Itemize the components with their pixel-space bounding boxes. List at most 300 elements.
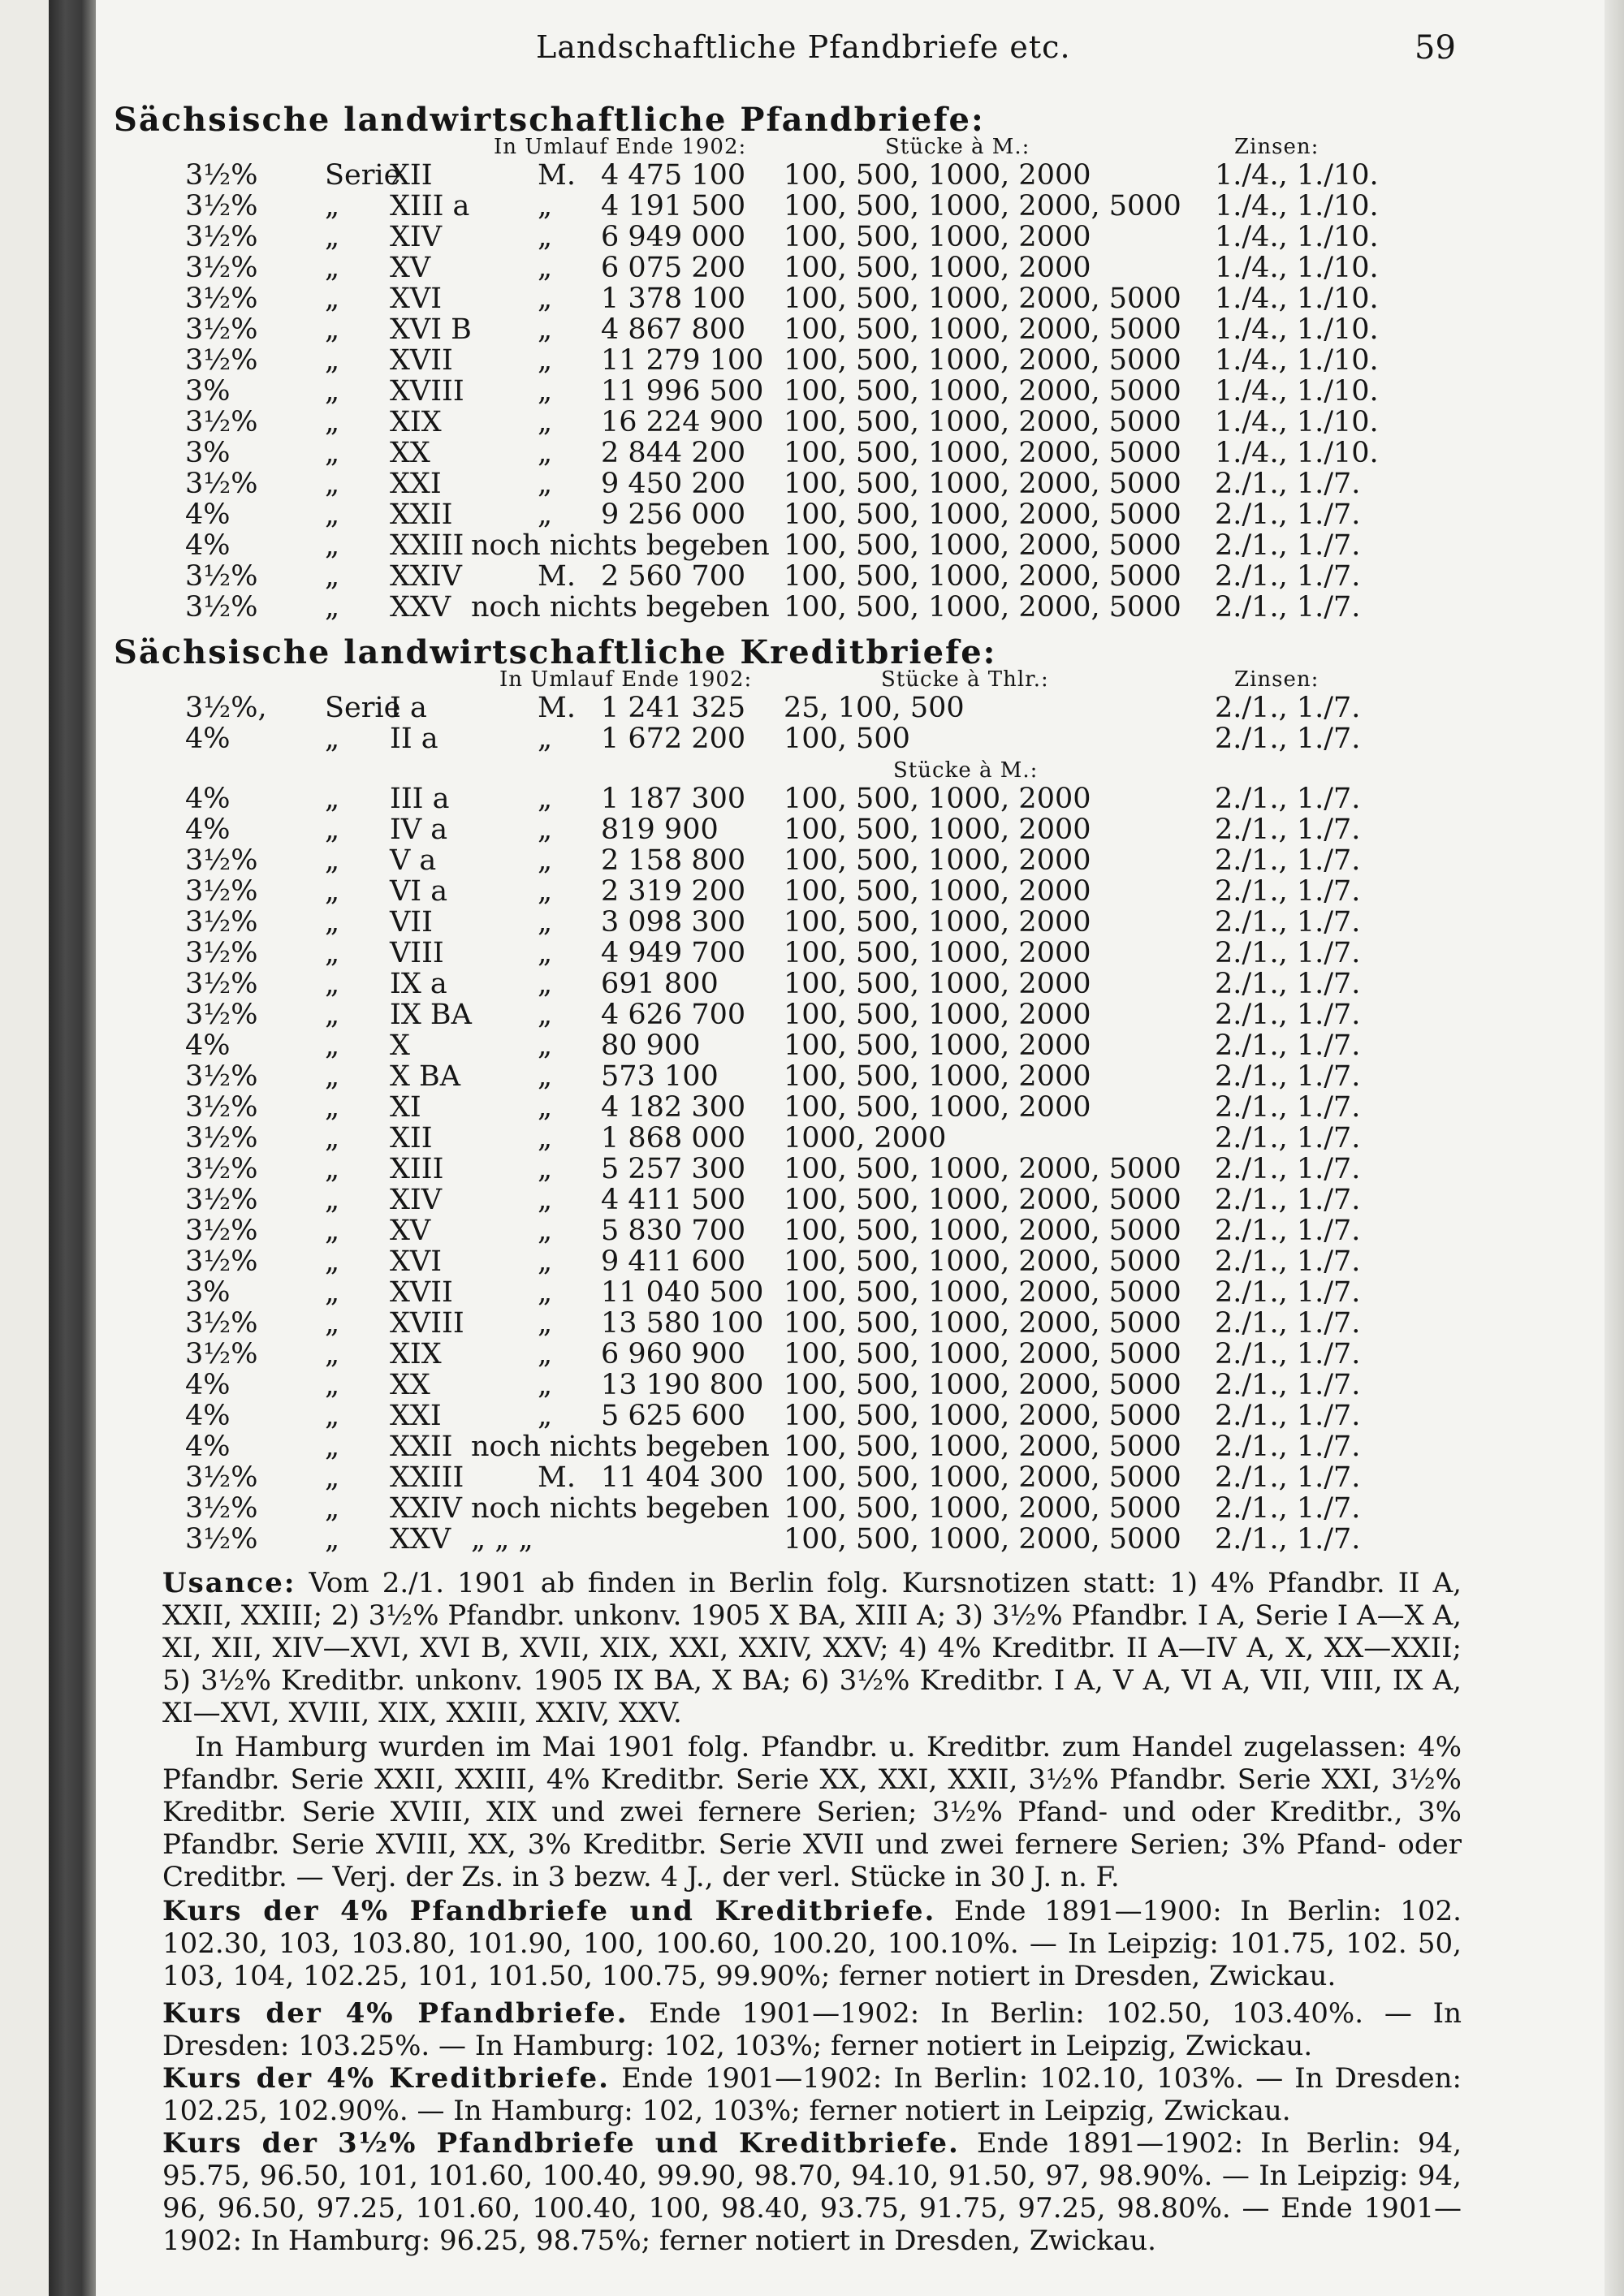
table-row: [0, 968, 1462, 999]
denominations-cell: 100, 500, 1000, 2000, 5000: [784, 1338, 1181, 1370]
kurs-label-3: Kurs der 4% Kreditbriefe.: [162, 2062, 610, 2095]
interest-cell: 2./1., 1./7.: [1215, 1431, 1361, 1463]
col-head-amount: In Umlauf Ende 1902:: [494, 135, 747, 159]
interest-cell: 2./1., 1./7.: [1215, 1461, 1361, 1494]
table-row: [0, 1338, 1462, 1369]
amount-cell: noch nichts begeben: [471, 1431, 770, 1463]
series-cell: VI a: [390, 875, 448, 908]
denominations-cell: 100, 500, 1000, 2000, 5000: [784, 468, 1181, 500]
series-cell: IX BA: [390, 999, 472, 1031]
series-cell: VII: [390, 906, 433, 939]
series-prefix-cell: „: [325, 529, 340, 562]
series-cell: VIII: [390, 937, 444, 969]
interest-cell: 2./1., 1./7.: [1215, 1338, 1361, 1370]
denominations-cell: 100, 500, 1000, 2000, 5000: [784, 1461, 1181, 1494]
amount-cell: 80 900: [601, 1029, 701, 1062]
interest-cell: 2./1., 1./7.: [1215, 1153, 1361, 1185]
series-cell: XXI: [390, 468, 442, 500]
series-prefix-cell: „: [325, 221, 340, 253]
rate-cell: 4%: [185, 529, 231, 562]
amount-cell: 11 279 100: [601, 344, 764, 377]
interest-cell: 2./1., 1./7.: [1215, 968, 1361, 1000]
series-cell: XV: [390, 1215, 431, 1247]
col-head-amount-kredit: In Umlauf Ende 1902:: [499, 667, 753, 692]
denominations-cell: 100, 500, 1000, 2000, 5000: [784, 344, 1181, 377]
amount-cell: 4 411 500: [601, 1184, 746, 1216]
rate-cell: 4%: [185, 814, 231, 846]
table-row: [0, 252, 1462, 283]
series-prefix-cell: „: [325, 437, 340, 469]
currency-cell: „: [538, 937, 553, 969]
currency-cell: M.: [538, 560, 576, 593]
series-cell: XXII: [390, 1431, 453, 1463]
denominations-cell: 25, 100, 500: [784, 692, 965, 724]
series-cell: XVII: [390, 344, 453, 377]
rate-cell: 3½%: [185, 1307, 258, 1340]
denominations-cell: 100, 500, 1000, 2000: [784, 844, 1091, 877]
page-number: 59: [1415, 29, 1456, 67]
rate-cell: 3½%: [185, 968, 258, 1000]
table-row: [0, 1307, 1462, 1338]
amount-cell: 4 626 700: [601, 999, 746, 1031]
series-prefix-cell: „: [325, 1245, 340, 1278]
currency-cell: „: [538, 1215, 553, 1247]
rate-cell: 3½%: [185, 159, 258, 192]
interest-cell: 2./1., 1./7.: [1215, 1215, 1361, 1247]
series-cell: XXIII: [390, 1461, 464, 1494]
denominations-cell: 100, 500, 1000, 2000, 5000: [784, 1276, 1181, 1309]
rate-cell: 4%: [185, 783, 231, 815]
interest-cell: 2./1., 1./7.: [1215, 844, 1361, 877]
rate-cell: 3½%: [185, 1060, 258, 1093]
table-row: [0, 1369, 1462, 1400]
currency-cell: M.: [538, 1461, 576, 1494]
series-cell: XIV: [390, 1184, 443, 1216]
table-row: [0, 591, 1462, 622]
denominations-cell: 100, 500, 1000, 2000: [784, 1091, 1091, 1124]
rate-cell: 3½%: [185, 313, 258, 346]
kurs-label-1: Kurs der 4% Pfandbriefe und Kreditbriefe.: [162, 1895, 936, 1927]
series-prefix-cell: „: [325, 283, 340, 315]
denominations-cell: 100, 500, 1000, 2000, 5000: [784, 1215, 1181, 1247]
amount-cell: noch nichts begeben: [471, 591, 770, 624]
table-row: [0, 498, 1462, 529]
rate-cell: 3½%: [185, 406, 258, 438]
amount-cell: 16 224 900: [601, 406, 764, 438]
amount-cell: 1 378 100: [601, 283, 746, 315]
series-prefix-cell: „: [325, 968, 340, 1000]
denominations-cell: 100, 500, 1000, 2000, 5000: [784, 406, 1181, 438]
series-cell: XV: [390, 252, 431, 284]
interest-cell: 1./4., 1./10.: [1215, 221, 1379, 253]
denominations-cell: 100, 500, 1000, 2000, 5000: [784, 591, 1181, 624]
table-row: [0, 437, 1462, 468]
table-row: [0, 406, 1462, 437]
rate-cell: 3½%: [185, 221, 258, 253]
denominations-cell: 100, 500, 1000, 2000, 5000: [784, 1245, 1181, 1278]
amount-cell: 5 625 600: [601, 1400, 746, 1432]
interest-cell: 2./1., 1./7.: [1215, 591, 1361, 624]
currency-cell: „: [538, 1338, 553, 1370]
kurs-text-1: Ende 1891—1900: In Berlin: 102. 102.30, 103, 103.80, 101.90, 100, 100.60, 100.20, 100.10%. — In Leipzig: 101.75, 102. 50, 103, 104, 102.25, 101, 101.50, 100.75, 99.90%; ferner notiert in Dresden, Zwickau.: [162, 1895, 1462, 1992]
amount-cell: 2 158 800: [601, 844, 746, 877]
denominations-cell: 100, 500, 1000, 2000: [784, 814, 1091, 846]
rate-cell: 3½%: [185, 906, 258, 939]
series-cell: V a: [390, 844, 437, 877]
series-cell: XII: [390, 159, 433, 192]
series-prefix-cell: „: [325, 1153, 340, 1185]
col-head-denoms-thlr: Stücke à Thlr.:: [881, 667, 1049, 692]
table-row: [0, 1091, 1462, 1122]
kurs-text-3: Ende 1901—1902: In Berlin: 102.10, 103%. — In Dresden: 102.25, 102.90%. — In Hamburg: 102, 103%; ferner notiert in Leipzig, Zwickau.: [162, 2062, 1462, 2127]
series-prefix-cell: „: [325, 591, 340, 624]
series-cell: X BA: [390, 1060, 461, 1093]
table-row: [0, 221, 1462, 252]
amount-cell: 573 100: [601, 1060, 719, 1093]
interest-cell: 2./1., 1./7.: [1215, 468, 1361, 500]
series-cell: XI: [390, 1091, 421, 1124]
interest-cell: 2./1., 1./7.: [1215, 875, 1361, 908]
denominations-cell: 100, 500, 1000, 2000, 5000: [784, 1492, 1181, 1525]
series-cell: XVI: [390, 283, 443, 315]
currency-cell: „: [538, 875, 553, 908]
series-prefix-cell: „: [325, 1400, 340, 1432]
amount-cell: 1 672 200: [601, 723, 746, 755]
denominations-cell: 100, 500, 1000, 2000, 5000: [784, 560, 1181, 593]
denominations-cell: 100, 500, 1000, 2000, 5000: [784, 190, 1181, 222]
table-row: [0, 1431, 1462, 1461]
denominations-cell: 100, 500, 1000, 2000: [784, 783, 1091, 815]
usance-paragraph: [162, 1567, 1462, 1729]
table-row: [0, 692, 1462, 723]
denominations-cell: 100, 500, 1000, 2000, 5000: [784, 1369, 1181, 1401]
interest-cell: 2./1., 1./7.: [1215, 1245, 1361, 1278]
table-row: [0, 375, 1462, 406]
series-prefix-cell: „: [325, 844, 340, 877]
interest-cell: 1./4., 1./10.: [1215, 283, 1379, 315]
series-prefix-cell: „: [325, 1276, 340, 1309]
col-head-interest-kredit: Zinsen:: [1234, 667, 1320, 692]
interest-cell: 2./1., 1./7.: [1215, 560, 1361, 593]
series-cell: XXIV: [390, 1492, 462, 1525]
series-prefix-cell: „: [325, 999, 340, 1031]
amount-cell: noch nichts begeben: [471, 529, 770, 562]
kurs-paragraph-2: [162, 1997, 1462, 2062]
rate-cell: 3½%: [185, 1122, 258, 1154]
table-row: [0, 1029, 1462, 1060]
interest-cell: 2./1., 1./7.: [1215, 723, 1361, 755]
series-cell: XXII: [390, 498, 453, 531]
rate-cell: 3½%: [185, 844, 258, 877]
table-row: [0, 1400, 1462, 1431]
currency-cell: „: [538, 723, 553, 755]
amount-cell: 4 191 500: [601, 190, 746, 222]
amount-cell: „ „ „: [471, 1523, 533, 1556]
interest-cell: 1./4., 1./10.: [1215, 313, 1379, 346]
rate-cell: 3½%: [185, 937, 258, 969]
series-cell: XIX: [390, 406, 442, 438]
series-prefix-cell: „: [325, 560, 340, 593]
series-cell: XXIV: [390, 560, 462, 593]
denominations-cell: 100, 500, 1000, 2000: [784, 906, 1091, 939]
currency-cell: „: [538, 468, 553, 500]
series-prefix-cell: „: [325, 1215, 340, 1247]
rate-cell: 3½%: [185, 1091, 258, 1124]
rate-cell: 3½%: [185, 344, 258, 377]
amount-cell: 5 257 300: [601, 1153, 746, 1185]
interest-cell: 2./1., 1./7.: [1215, 1400, 1361, 1432]
series-cell: IV a: [390, 814, 448, 846]
amount-cell: 9 256 000: [601, 498, 746, 531]
series-cell: XVII: [390, 1276, 453, 1309]
amount-cell: 13 190 800: [601, 1369, 764, 1401]
table-row: [0, 1245, 1462, 1276]
series-cell: XIV: [390, 221, 443, 253]
currency-cell: „: [538, 437, 553, 469]
series-prefix-cell: Serie: [325, 159, 401, 192]
currency-cell: „: [538, 1122, 553, 1154]
rate-cell: 3½%: [185, 560, 258, 593]
rate-cell: 3½%: [185, 1338, 258, 1370]
rate-cell: 4%: [185, 1431, 231, 1463]
table-row: [0, 783, 1462, 814]
series-cell: XVI: [390, 1245, 443, 1278]
rate-cell: 3%: [185, 437, 231, 469]
kurs-paragraph-3: [162, 2062, 1462, 2127]
amount-cell: 11 996 500: [601, 375, 764, 408]
interest-cell: 1./4., 1./10.: [1215, 437, 1379, 469]
series-prefix-cell: „: [325, 1029, 340, 1062]
series-prefix-cell: „: [325, 814, 340, 846]
interest-cell: 2./1., 1./7.: [1215, 1091, 1361, 1124]
table-row: [0, 844, 1462, 875]
table-row: [0, 814, 1462, 844]
series-prefix-cell: „: [325, 1523, 340, 1556]
series-cell: XXIII: [390, 529, 464, 562]
interest-cell: 1./4., 1./10.: [1215, 344, 1379, 377]
series-cell: II a: [390, 723, 438, 755]
currency-cell: „: [538, 252, 553, 284]
currency-cell: „: [538, 968, 553, 1000]
series-prefix-cell: „: [325, 783, 340, 815]
currency-cell: „: [538, 814, 553, 846]
denominations-cell: 100, 500, 1000, 2000: [784, 875, 1091, 908]
rate-cell: 4%: [185, 1400, 231, 1432]
series-prefix-cell: „: [325, 1060, 340, 1093]
interest-cell: 2./1., 1./7.: [1215, 1523, 1361, 1556]
series-cell: III a: [390, 783, 450, 815]
rate-cell: 3½%: [185, 190, 258, 222]
table-row: [0, 1492, 1462, 1523]
rate-cell: 3½%: [185, 1184, 258, 1216]
series-cell: XXV: [390, 1523, 451, 1556]
table-row: [0, 1523, 1462, 1554]
col-head-interest: Zinsen:: [1234, 135, 1320, 159]
series-cell: XVI B: [390, 313, 472, 346]
rate-cell: 3½%: [185, 1461, 258, 1494]
series-prefix-cell: „: [325, 1461, 340, 1494]
series-cell: XX: [390, 1369, 430, 1401]
currency-cell: „: [538, 1400, 553, 1432]
interest-cell: 1./4., 1./10.: [1215, 190, 1379, 222]
rate-cell: 3½%: [185, 252, 258, 284]
rate-cell: 3½%: [185, 468, 258, 500]
series-cell: XXI: [390, 1400, 442, 1432]
interest-cell: 1./4., 1./10.: [1215, 252, 1379, 284]
table-row: [0, 723, 1462, 753]
series-prefix-cell: Serie: [325, 692, 401, 724]
col-head-denoms-m: Stücke à M.:: [893, 758, 1039, 783]
currency-cell: „: [538, 1184, 553, 1216]
rate-cell: 3½%: [185, 1245, 258, 1278]
hamburg-paragraph: In Hamburg wurden im Mai 1901 folg. Pfandbr. u. Kreditbr. zum Handel zugelassen: 4% Pfandbr. Serie XXII, XXIII, 4% Kreditbr. Serie XX, XXI, XXII, 3½% Pfandbr. Serie XXI, 3½% Kreditbr. Serie XVIII, XIX und zwei fernere Serien; 3½% Pfand- und oder Kreditbr., 3% Pfandbr. Serie XVIII, XX, 3% Kreditbr. Serie XVII und zwei fernere Serien; 3% Pfand- oder Creditbr. — Verj. der Zs. in 3 bezw. 4 J., der verl. Stücke in 30 J. n. F.: [162, 1731, 1462, 1893]
interest-cell: 2./1., 1./7.: [1215, 1369, 1361, 1401]
table-row: [0, 1060, 1462, 1091]
table-row: [0, 906, 1462, 937]
denominations-cell: 100, 500, 1000, 2000, 5000: [784, 375, 1181, 408]
amount-cell: 4 475 100: [601, 159, 746, 192]
table-row: [0, 1215, 1462, 1245]
series-cell: XVIII: [390, 1307, 464, 1340]
series-prefix-cell: „: [325, 1369, 340, 1401]
table-row: [0, 1153, 1462, 1184]
denominations-cell: 1000, 2000: [784, 1122, 947, 1154]
series-cell: X: [390, 1029, 410, 1062]
series-prefix-cell: „: [325, 1122, 340, 1154]
currency-cell: „: [538, 406, 553, 438]
rate-cell: 3½%: [185, 1492, 258, 1525]
interest-cell: 2./1., 1./7.: [1215, 999, 1361, 1031]
amount-cell: noch nichts begeben: [471, 1492, 770, 1525]
rate-cell: 3½%: [185, 591, 258, 624]
amount-cell: 6 960 900: [601, 1338, 746, 1370]
denominations-cell: 100, 500, 1000, 2000: [784, 937, 1091, 969]
interest-cell: 2./1., 1./7.: [1215, 814, 1361, 846]
denominations-cell: 100, 500, 1000, 2000, 5000: [784, 1184, 1181, 1216]
amount-cell: 691 800: [601, 968, 719, 1000]
amount-cell: 5 830 700: [601, 1215, 746, 1247]
series-prefix-cell: „: [325, 344, 340, 377]
interest-cell: 2./1., 1./7.: [1215, 692, 1361, 724]
amount-cell: 2 844 200: [601, 437, 746, 469]
currency-cell: „: [538, 783, 553, 815]
rate-cell: 3½%: [185, 999, 258, 1031]
table-row: [0, 529, 1462, 560]
denominations-cell: 100, 500: [784, 723, 910, 755]
series-prefix-cell: „: [325, 1492, 340, 1525]
denominations-cell: 100, 500, 1000, 2000, 5000: [784, 1153, 1181, 1185]
denominations-cell: 100, 500, 1000, 2000, 5000: [784, 1523, 1181, 1556]
denominations-cell: 100, 500, 1000, 2000: [784, 1029, 1091, 1062]
series-prefix-cell: „: [325, 313, 340, 346]
amount-cell: 2 319 200: [601, 875, 746, 908]
series-prefix-cell: „: [325, 1431, 340, 1463]
amount-cell: 9 411 600: [601, 1245, 746, 1278]
currency-cell: „: [538, 190, 553, 222]
amount-cell: 4 949 700: [601, 937, 746, 969]
denominations-cell: 100, 500, 1000, 2000: [784, 1060, 1091, 1093]
currency-cell: „: [538, 999, 553, 1031]
amount-cell: 1 187 300: [601, 783, 746, 815]
interest-cell: 2./1., 1./7.: [1215, 1276, 1361, 1309]
currency-cell: „: [538, 375, 553, 408]
amount-cell: 3 098 300: [601, 906, 746, 939]
series-prefix-cell: „: [325, 875, 340, 908]
series-cell: XIX: [390, 1338, 442, 1370]
rate-cell: 4%: [185, 723, 231, 755]
denominations-cell: 100, 500, 1000, 2000: [784, 968, 1091, 1000]
rate-cell: 4%: [185, 1029, 231, 1062]
series-prefix-cell: „: [325, 375, 340, 408]
amount-cell: 11 040 500: [601, 1276, 764, 1309]
denominations-cell: 100, 500, 1000, 2000: [784, 159, 1091, 192]
currency-cell: „: [538, 1276, 553, 1309]
series-prefix-cell: „: [325, 1307, 340, 1340]
kurs-paragraph-1: [162, 1895, 1462, 1992]
interest-cell: 2./1., 1./7.: [1215, 1029, 1361, 1062]
amount-cell: 4 182 300: [601, 1091, 746, 1124]
table-row: [0, 283, 1462, 313]
currency-cell: „: [538, 1153, 553, 1185]
amount-cell: 2 560 700: [601, 560, 746, 593]
series-prefix-cell: „: [325, 723, 340, 755]
table-row: [0, 560, 1462, 591]
series-prefix-cell: „: [325, 468, 340, 500]
rate-cell: 3%: [185, 375, 231, 408]
denominations-cell: 100, 500, 1000, 2000, 5000: [784, 437, 1181, 469]
currency-cell: „: [538, 1369, 553, 1401]
table-row: [0, 344, 1462, 375]
denominations-cell: 100, 500, 1000, 2000: [784, 252, 1091, 284]
amount-cell: 9 450 200: [601, 468, 746, 500]
currency-cell: „: [538, 906, 553, 939]
rate-cell: 3½%: [185, 1153, 258, 1185]
series-cell: XII: [390, 1122, 433, 1154]
kurs-label-4: Kurs der 3½% Pfandbriefe und Kreditbriefe.: [162, 2127, 960, 2160]
kurs-text-2: Ende 1901—1902: In Berlin: 102.50, 103.40%. — In Dresden: 103.25%. — In Hamburg: 102, 103%; ferner notiert in Leipzig, Zwickau.: [162, 1997, 1462, 2062]
denominations-cell: 100, 500, 1000, 2000: [784, 221, 1091, 253]
series-cell: XX: [390, 437, 430, 469]
rate-cell: 3½%: [185, 1523, 258, 1556]
currency-cell: „: [538, 844, 553, 877]
rate-cell: 3½%: [185, 1215, 258, 1247]
series-prefix-cell: „: [325, 937, 340, 969]
interest-cell: 2./1., 1./7.: [1215, 1184, 1361, 1216]
series-prefix-cell: „: [325, 406, 340, 438]
denominations-cell: 100, 500, 1000, 2000, 5000: [784, 1307, 1181, 1340]
currency-cell: „: [538, 1029, 553, 1062]
series-prefix-cell: „: [325, 252, 340, 284]
currency-cell: „: [538, 1060, 553, 1093]
currency-cell: „: [538, 221, 553, 253]
usance-text: Vom 2./1. 1901 ab finden in Berlin folg. Kursnotizen statt: 1) 4% Pfandbr. II A, XXII, XXIII; 2) 3½% Pfandbr. unkonv. 1905 X BA, XIII A; 3) 3½% Pfandbr. I A, Serie I A—X A, XI, XII, XIV—XVI, XVI B, XVII, XIX, XXI, XXIV, XXV; 4) 4% Kreditbr. II A—IV A, X, XX—XXII; 5) 3½% Kreditbr. unkonv. 1905 IX BA, X BA; 6) 3½% Kreditbr. I A, V A, VI A, VII, VIII, IX A, XI—XVI, XVIII, XIX, XXIII, XXIV, XXV.: [162, 1567, 1462, 1729]
interest-cell: 2./1., 1./7.: [1215, 1060, 1361, 1093]
running-header: Landschaftliche Pfandbriefe etc.: [536, 29, 1071, 65]
interest-cell: 1./4., 1./10.: [1215, 159, 1379, 192]
kurs-text-4: Ende 1891—1902: In Berlin: 94, 95.75, 96.50, 101, 101.60, 100.40, 99.90, 98.70, 94.10, 91.50, 97, 98.90%. — In Leipzig: 94, 96, 96.50, 97.25, 101.60, 100.40, 100, 98.40, 93.75, 91.75, 97.25, 98.80%. — Ende 1901—1902: In Hamburg: 96.25, 98.75%; ferner notiert in Dresden, Zwickau.: [162, 2127, 1462, 2257]
table-row: [0, 159, 1462, 190]
series-prefix-cell: „: [325, 1184, 340, 1216]
currency-cell: „: [538, 283, 553, 315]
rate-cell: 3½%,: [185, 692, 267, 724]
table-row: [0, 875, 1462, 906]
denominations-cell: 100, 500, 1000, 2000, 5000: [784, 1400, 1181, 1432]
interest-cell: 2./1., 1./7.: [1215, 937, 1361, 969]
table-row: [0, 313, 1462, 344]
rate-cell: 4%: [185, 498, 231, 531]
interest-cell: 2./1., 1./7.: [1215, 1122, 1361, 1154]
denominations-cell: 100, 500, 1000, 2000, 5000: [784, 529, 1181, 562]
